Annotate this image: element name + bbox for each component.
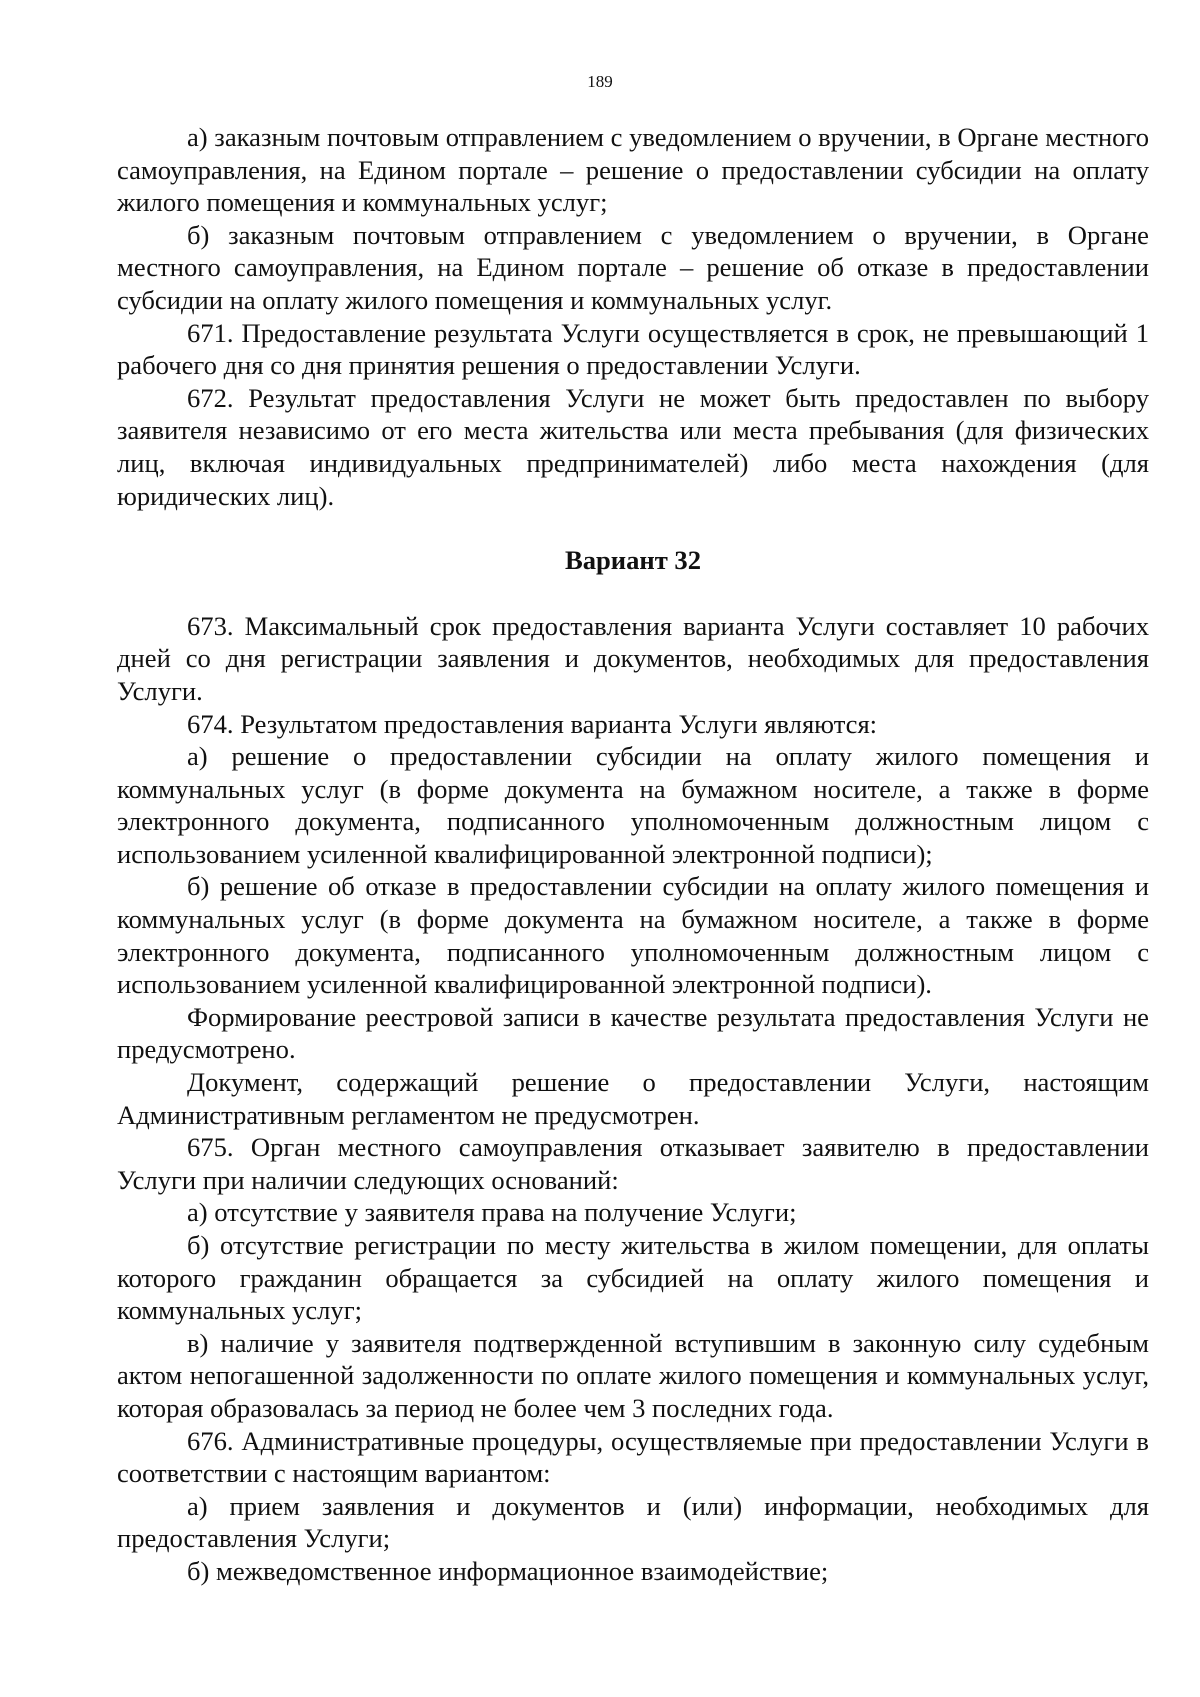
paragraph: 672. Результат предоставления Услуги не может быть предоставлен по выбору заявителя независимо от его места жительства или места пребывания (для физических лиц, включая индивидуальных предпринимателей) либо места нахождения (для юридических лиц).: [117, 382, 1149, 511]
paragraph: 674. Результатом предоставления варианта Услуги являются:: [187, 708, 878, 739]
section-spacer: [117, 577, 1149, 610]
section-spacer: [117, 512, 1149, 544]
paragraph: а) прием заявления и документов и (или) информации, необходимых для предоставления Услуги;: [117, 1490, 1149, 1554]
paragraph: б) межведомственное информационное взаимодействие;: [187, 1555, 829, 1586]
paragraph: б) заказным почтовым отправлением с уведомлением о вручении, в Органе местного самоуправления, на Едином портале – решение об отказе в предоставлении субсидии на оплату жилого помещения и коммунальных услуг.: [117, 219, 1149, 315]
paragraph: 673. Максимальный срок предоставления варианта Услуги составляет 10 рабочих дней со дня регистрации заявления и документов, необходимых для предоставления Услуги.: [117, 610, 1149, 706]
paragraph: 671. Предоставление результата Услуги осуществляется в срок, не превышающий 1 рабочего дня со дня принятия решения о предоставлении Услуги.: [117, 317, 1149, 381]
paragraph: б) решение об отказе в предоставлении субсидии на оплату жилого помещения и коммунальных услуг (в форме документа на бумажном носителе, а также в форме электронного документа, подписанного уполномоченным должностным лицом с использованием усиленной квалифицированной электронной подписи).: [117, 871, 1149, 1000]
page-number: 189: [587, 72, 613, 91]
section-heading: Вариант 32: [564, 545, 702, 576]
paragraph: Формирование реестровой записи в качестве результата предоставления Услуги не предусмотрено.: [117, 1001, 1149, 1065]
paragraph: а) решение о предоставлении субсидии на оплату жилого помещения и коммунальных услуг (в форме документа на бумажном носителе, а также в форме электронного документа, подписанного уполномоченным должностным лицом с использованием усиленной квалифицированной электронной подписи);: [117, 741, 1149, 869]
paragraph: Документ, содержащий решение о предоставлении Услуги, настоящим Административным регламентом не предусмотрен.: [117, 1067, 1149, 1130]
paragraph: 675. Орган местного самоуправления отказывает заявителю в предоставлении Услуги при наличии следующих оснований:: [117, 1132, 1149, 1195]
paragraph: б) отсутствие регистрации по месту жительства в жилом помещении, для оплаты которого гражданин обращается за субсидией на оплату жилого помещения и коммунальных услуг;: [117, 1230, 1149, 1326]
paragraph: в) наличие у заявителя подтвержденной вступившим в законную силу судебным актом непогашенной задолженности по оплате жилого помещения и коммунальных услуг, которая образовалась за период не более чем 3 последних года.: [117, 1327, 1149, 1423]
paragraph: а) заказным почтовым отправлением с уведомлением о вручении, в Органе местного самоуправления, на Едином портале – решение о предоставлении субсидии на оплату жилого помещения и коммунальных услуг;: [117, 122, 1150, 218]
paragraph: а) отсутствие у заявителя права на получение Услуги;: [187, 1197, 797, 1228]
paragraph: 676. Административные процедуры, осуществляемые при предоставлении Услуги в соответствии с настоящим вариантом:: [117, 1425, 1149, 1489]
document-body: [117, 121, 1149, 1588]
